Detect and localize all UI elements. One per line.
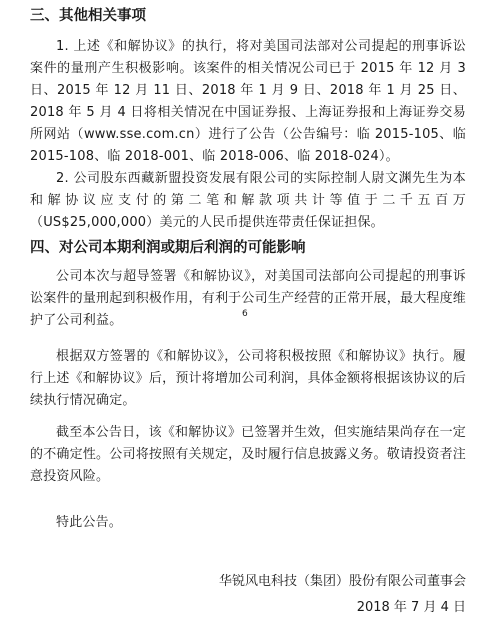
section-4-paragraph-3: 截至本公告日，该《和解协议》已签署并生效，但实施结果尚存在一定的不确定性。公司将按照有关规定，及时履行信息披露义务。敬请投资者注意投资风险。	[30, 425, 466, 484]
section-4-paragraph-1: 公司本次与超导签署《和解协议》，对美国司法部向公司提起的刑事诉讼案件的量刑起到积极作用，有利于公司生产经营的正常开展，最大程度维护了公司利益。	[30, 269, 466, 328]
section-3-item-2: 2. 公司股东西藏新盟投资发展有限公司的实际控制人尉文渊先生为本和解协议应支付的第二笔和解款项共计等值于二千五百万（US$25,000,000）美元的人民币提供连带责任保证担保。	[30, 171, 466, 230]
section-4-heading: 四、对公司本期利润或期后利润的可能影响	[30, 240, 306, 256]
page-number: 6	[242, 309, 248, 319]
closing-statement: 特此公告。	[56, 515, 123, 530]
section-4-paragraph-2: 根据双方签署的《和解协议》，公司将积极按照《和解协议》执行。履行上述《和解协议》后，预计将增加公司利润，具体金额将根据该协议的后续执行情况确定。	[30, 349, 466, 408]
section-3-heading: 三、其他相关事项	[30, 8, 146, 24]
signature-date: 2018 年 7 月 4 日	[356, 600, 466, 615]
signature-company: 华锐风电科技（集团）股份有限公司董事会	[218, 574, 466, 589]
section-3-item-1: 1. 上述《和解协议》的执行，将对美国司法部对公司提起的刑事诉讼案件的量刑产生积极影响。该案件的相关情况公司已于 2015 年 12 月 3 日、2015 年 12 月 11 日、2018 年 1 月 9 日、2018 年 1 月 25 日、2018 年 5 月 4 日将相关情况在中国证券报、上海证券报和上海证券交易所网站（www.sse.com.cn）进行了公告（公告编号：临 2015-105、临 2015-108、临 2018-001、临 2018-006、临 2018-024）。	[30, 39, 466, 164]
